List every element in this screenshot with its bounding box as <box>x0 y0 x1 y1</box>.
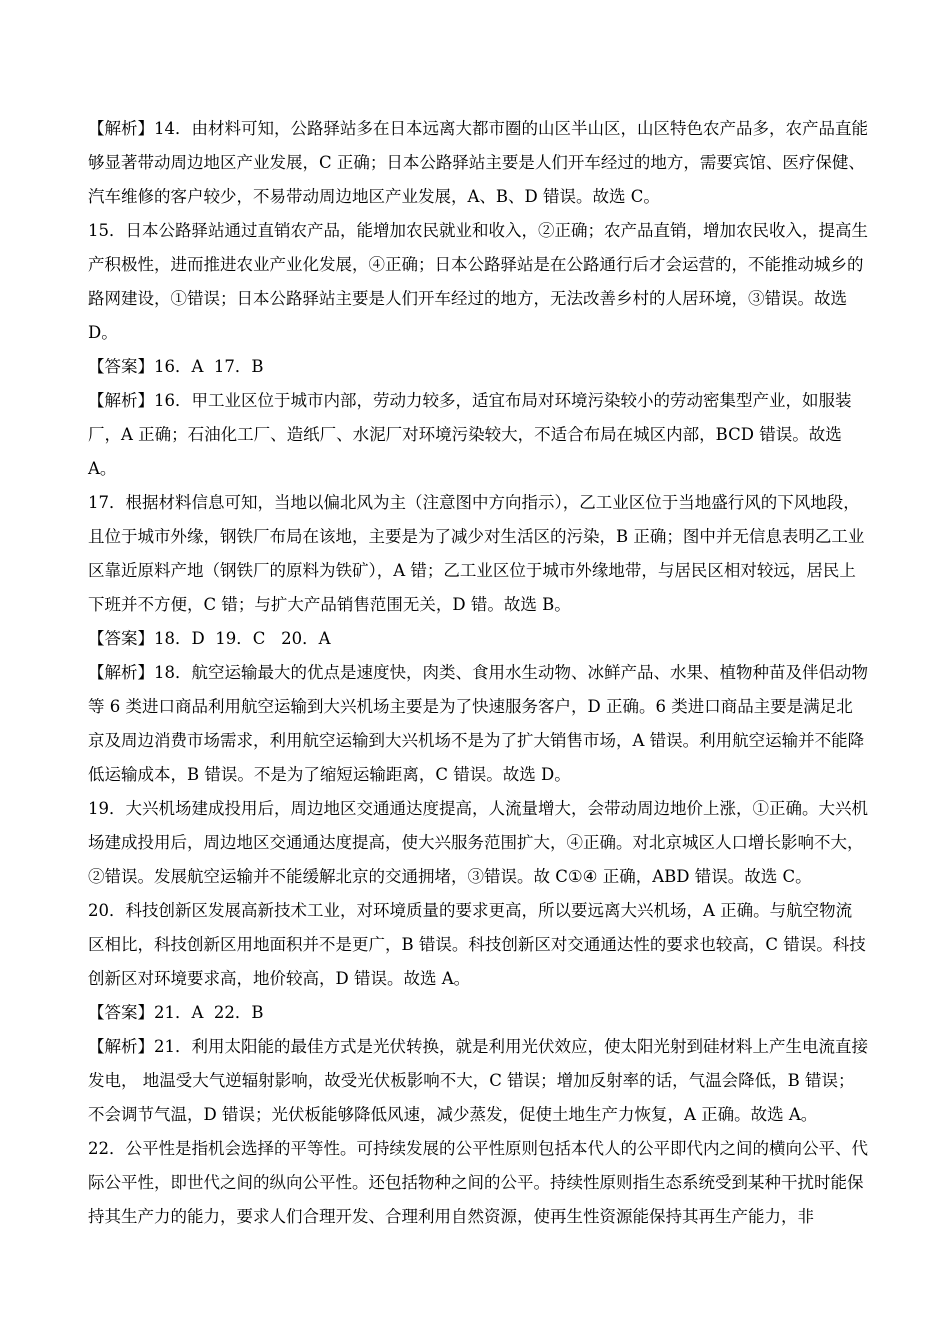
analysis-19: 19．大兴机场建成投用后，周边地区交通通达度提高，人流量增大，会带动周边地价上涨，①正确。大兴机场建成投用后，周边地区交通通达度提高，使大兴服务范围扩大，④正确。对北京城区人口增长影响不大，②错误。发展航空运输并不能缓解北京的交通拥堵，③错误。故 C①④ 正确，ABD 错误。故选 C。 <box>88 799 868 886</box>
analysis-22: 22．公平性是指机会选择的平等性。可持续发展的公平性原则包括本代人的公平即代内之间的横向公平、代际公平性，即世代之间的纵向公平性。还包括物种之间的公平。持续性原则指生态系统受到某种干扰时能保持其生产力的能力，要求人们合理开发、合理利用自然资源，使再生性资源能保持其再生产能力，非 <box>88 1139 868 1226</box>
analysis-15: 15．日本公路驿站通过直销农产品，能增加农民就业和收入，②正确；农产品直销，增加农民收入，提高生产积极性，进而推进农业产业化发展，④正确；日本公路驿站是在公路通行后才会运营的，不能推动城乡的路网建设，①错误；日本公路驿站主要是人们开车经过的地方，无法改善乡村的人居环境，③错误。故选 D。 <box>88 221 868 342</box>
document-page <box>88 112 868 1234</box>
analysis-16: 【解析】16．甲工业区位于城市内部，劳动力较多，适宜布局对环境污染较小的劳动密集型产业，如服装厂，A 正确；石油化工厂、造纸厂、水泥厂对环境污染较大，不适合布局在城区内部，BCD 错误。故选A。 <box>88 391 852 478</box>
answer-21-22: 【答案】21．A 22．B <box>88 1003 264 1022</box>
answer-16-17: 【答案】16．A 17．B <box>88 357 264 376</box>
analysis-17: 17．根据材料信息可知，当地以偏北风为主（注意图中方向指示），乙工业区位于当地盛行风的下风地段，且位于城市外缘，钢铁厂布局在该地，主要是为了减少对生活区的污染，B 正确；图中并无信息表明乙工业区靠近原料产地（钢铁厂的原料为铁矿），A 错；乙工业区位于城市外缘地带，与居民区相对较远，居民上下班并不方便，C 错；与扩大产品销售范围无关，D 错。故选 B。 <box>88 493 865 614</box>
analysis-14: 【解析】14．由材料可知，公路驿站多在日本远离大都市圈的山区半山区，山区特色农产品多，农产品直能够显著带动周边地区产业发展，C 正确；日本公路驿站主要是人们开车经过的地方，需要宾馆、医疗保健、汽车维修的客户较少，不易带动周边地区产业发展，A、B、D 错误。故选 C。 <box>88 119 868 206</box>
analysis-18: 【解析】18．航空运输最大的优点是速度快，肉类、食用水生动物、冰鲜产品、水果、植物种苗及伴侣动物等 6 类进口商品利用航空运输到大兴机场主要是为了快速服务客户，D 正确。6 类进口商品主要是满足北京及周边消费市场需求，利用航空运输到大兴机场不是为了扩大销售市场，A 错误。利用航空运输并不能降低运输成本，B 错误。不是为了缩短运输距离，C 错误。故选 D。 <box>88 663 868 784</box>
answer-18-20: 【答案】18．D 19．C 20．A <box>88 629 331 648</box>
analysis-20: 20．科技创新区发展高新技术工业，对环境质量的要求更高，所以要远离大兴机场，A 正确。与航空物流区相比，科技创新区用地面积并不是更广，B 错误。科技创新区对交通通达性的要求也较高，C 错误。科技创新区对环境要求高，地价较高，D 错误。故选 A。 <box>88 901 866 988</box>
analysis-21: 【解析】21．利用太阳能的最佳方式是光伏转换，就是利用光伏效应，使太阳光射到硅材料上产生电流直接发电， 地温受大气逆辐射影响，故受光伏板影响不大，C 错误；增加反射率的话，气温会降低，B 错误；不会调节气温，D 错误；光伏板能够降低风速，减少蒸发，促使土地生产力恢复，A 正确。故选 A。 <box>88 1037 868 1124</box>
